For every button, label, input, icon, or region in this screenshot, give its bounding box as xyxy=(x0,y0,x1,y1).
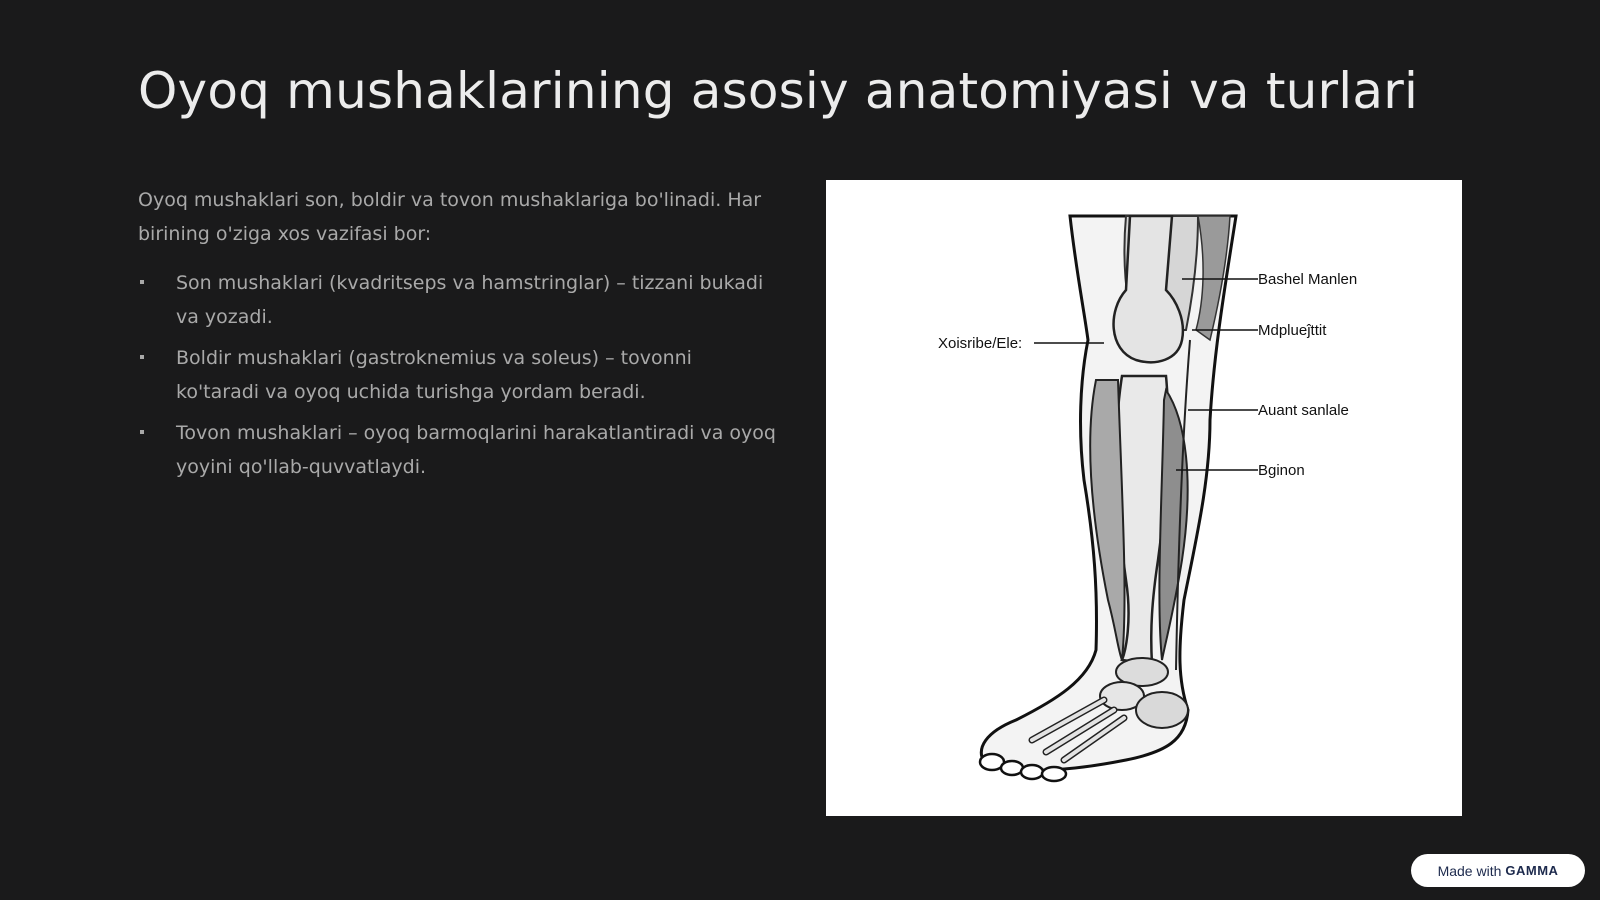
made-with-gamma-badge[interactable] xyxy=(1411,854,1585,887)
bullet-text: Son mushaklari (kvadritseps va hamstringlar) – tizzani bukadi va yozadi. xyxy=(176,272,764,328)
callout-label-3: Auant sanlale xyxy=(1258,402,1349,419)
list-item xyxy=(138,416,778,484)
list-item xyxy=(138,266,778,334)
bullet-text: Tovon mushaklari – oyoq barmoqlarini harakatlantiradi va oyoq yoyini qo'llab-quvvatlaydi. xyxy=(176,422,776,478)
callout-label-4: Bginon xyxy=(1258,462,1305,479)
leg-drawing xyxy=(826,180,1462,816)
bullet-text: Boldir mushaklari (gastroknemius va soleus) – tovonni ko'taradi va oyoq uchida turishga yordam beradi. xyxy=(176,347,692,403)
badge-prefix: Made with xyxy=(1437,862,1502,879)
intro-text: Oyoq mushaklari son, boldir va tovon mushaklariga bo'linadi. Har birining o'ziga xos vazifasi bor: xyxy=(138,189,762,245)
callout-label-left: Xoisribe/Ele: xyxy=(938,335,1023,352)
leg-anatomy-illustration xyxy=(826,180,1462,816)
callout-label-1: Bashel Manlen xyxy=(1258,271,1358,288)
list-item xyxy=(138,341,778,409)
callout-label-2: Mdplueĵttit xyxy=(1258,322,1327,339)
gamma-logo: GAMMA xyxy=(1505,863,1559,878)
bullet-list xyxy=(138,266,778,491)
bullet-icon xyxy=(140,430,144,434)
bullet-icon xyxy=(140,355,144,359)
slide-title: Oyoq mushaklarining asosiy anatomiyasi va turlari xyxy=(138,62,1419,120)
bullet-icon xyxy=(140,280,144,284)
